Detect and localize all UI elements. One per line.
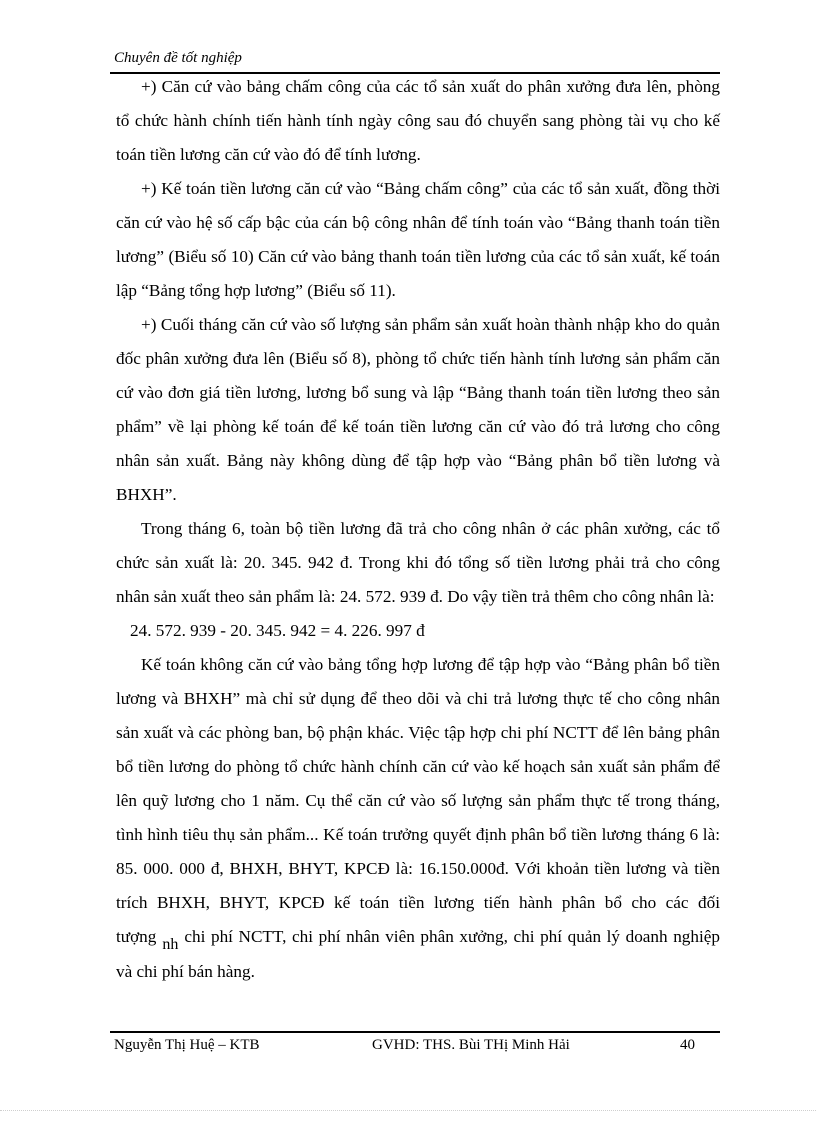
formula-line: 24. 572. 939 - 20. 345. 942 = 4. 226. 997 đ bbox=[130, 621, 425, 640]
paragraph-5 bbox=[116, 648, 720, 989]
page-bottom-edge bbox=[0, 1110, 816, 1111]
paragraph-5-subscript: nh bbox=[162, 936, 179, 953]
body-text bbox=[116, 70, 720, 989]
paragraph-5-main: Kế toán không căn cứ vào bảng tổng hợp lương để tập hợp vào “Bảng phân bổ tiền lương và BHXH” mà chỉ sử dụng để theo dõi và chi trả lương thực tế cho công nhân sản xuất và các phòng ban, bộ phận khác. Việc tập hợp chi phí NCTT để lên bảng phân bổ tiền lương do phòng tổ chức hành chính căn cứ vào kế hoạch sản xuất sản phẩm để lên quỹ lương cho 1 năm. Cụ thể căn cứ vào số lượng sản phẩm thực tế trong tháng, tình hình tiêu thụ sản phẩm... Kế toán trưởng quyết định phân bổ tiền lương tháng 6 là: 85. 000. 000 đ, BHXH, BHYT, KPCĐ là: 16.150.000đ. Với khoản tiền lương và tiền trích BHXH, BHYT, KPCĐ kế toán tiền lương tiến hành phân bổ cho các đối tượng bbox=[116, 655, 720, 946]
paragraph-1: +) Căn cứ vào bảng chấm công của các tổ sản xuất do phân xưởng đưa lên, phòng tổ chức hành chính tiến hành tính ngày công sau đó chuyển sang phòng tài vụ cho kế toán tiền lương căn cứ vào đó để tính lương. bbox=[116, 77, 720, 164]
paragraph-5-end: chi phí NCTT, chi phí nhân viên phân xưởng, chi phí quản lý doanh nghiệp và chi phí bán hàng. bbox=[116, 927, 720, 981]
paragraph-4: Trong tháng 6, toàn bộ tiền lương đã trả cho công nhân ở các phân xưởng, các tổ chức sản xuất là: 20. 345. 942 đ. Trong khi đó tổng số tiền lương phải trả cho công nhân sản xuất theo sản phẩm là: 24. 572. 939 đ. Do vậy tiền trả thêm cho công nhân là: bbox=[116, 519, 720, 606]
paragraph-2: +) Kế toán tiền lương căn cứ vào “Bảng chấm công” của các tổ sản xuất, đồng thời căn cứ vào hệ số cấp bậc của cán bộ công nhân để tính toán vào “Bảng thanh toán tiền lương” (Biểu số 10) Căn cứ vào bảng thanh toán tiền lương của các tổ sản xuất, kế toán lập “Bảng tổng hợp lương” (Biểu số 11). bbox=[116, 179, 720, 300]
footer-divider bbox=[110, 1031, 720, 1033]
page-number: 40 bbox=[680, 1037, 695, 1053]
footer-advisor: GVHD: THS. Bùi THị Minh Hải bbox=[372, 1037, 570, 1053]
footer-author: Nguyễn Thị Huệ – KTB bbox=[114, 1037, 260, 1053]
paragraph-3: +) Cuối tháng căn cứ vào số lượng sản phẩm sản xuất hoàn thành nhập kho do quản đốc phân xưởng đưa lên (Biểu số 8), phòng tổ chức tiến hành tính lương sản phẩm căn cứ vào đơn giá tiền lương, lương bổ sung và lập “Bảng thanh toán tiền lương theo sản phẩm” về lại phòng kế toán để kế toán tiền lương căn cứ vào đó trả lương cho công nhân sản xuất. Bảng này không dùng để tập hợp vào “Bảng phân bổ tiền lương và BHXH”. bbox=[116, 315, 720, 504]
header-title: Chuyên đề tốt nghiệp bbox=[114, 50, 242, 66]
